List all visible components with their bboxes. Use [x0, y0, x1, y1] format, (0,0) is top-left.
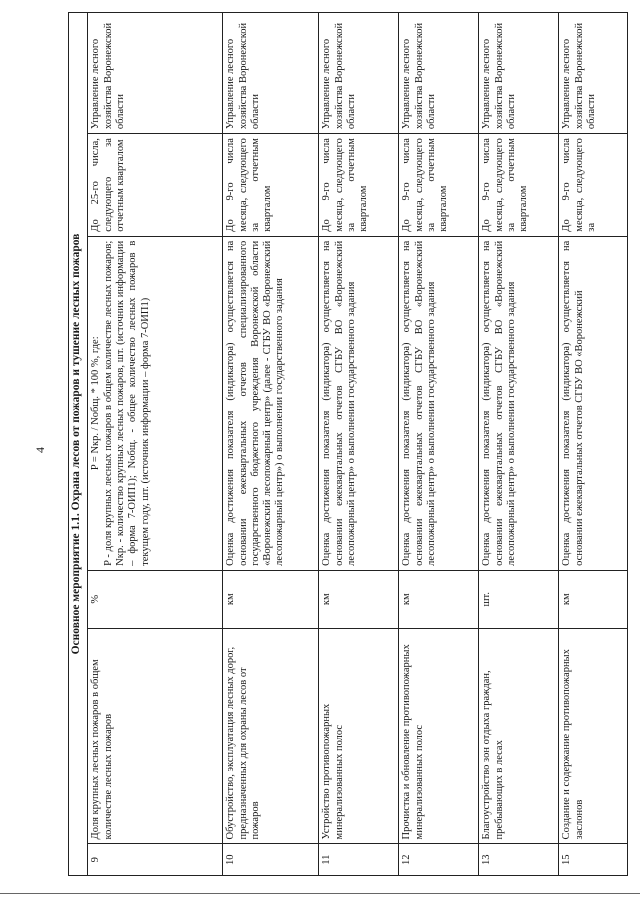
document-page — [68, 12, 628, 876]
responsible-body: Управление лесного хозяйства Воронежской области — [399, 13, 479, 134]
page-number: 4 — [33, 447, 47, 453]
responsible-body: Управление лесного хозяйства Воронежской области — [223, 13, 319, 134]
calculation-method: Оценка достижения показателя (индикатора) осуществляется на основании ежеквартальных отчетов СГБУ ВО «Воронежский лесопожарный центр» о выполнении государственного задания — [319, 236, 399, 570]
row-number: 9 — [88, 844, 223, 876]
table-row — [319, 13, 399, 876]
indicator-name: Создание и содержание противопожарных заслонов — [559, 628, 628, 844]
calculation-method — [88, 236, 223, 570]
table-row — [559, 13, 628, 876]
calculation-method: Оценка достижения показателя (индикатора) осуществляется на основании ежеквартальных отчетов специализированного государственного бюджетного учреждения Воронежской области «Воронежский лесопожарный центр» (далее - СГБУ ВО «Воронежский лесопожарный центр») о выполнении государственного задания — [223, 236, 319, 570]
reporting-deadline: До 9-го числа месяца, следующего за отчетным кварталом — [223, 134, 319, 237]
unit-of-measure: шт. — [479, 570, 559, 628]
table-row — [479, 13, 559, 876]
responsible-body: Управление лесного хозяйства Воронежской области — [559, 13, 628, 134]
calculation-method: Оценка достижения показателя (индикатора) осуществляется на основании ежеквартальных отчетов СГБУ ВО «Воронежский лесопожарный центр» о выполнении государственного задания — [399, 236, 479, 570]
indicator-name: Прочистка и обновление противопожарных минерализованных полос — [399, 628, 479, 844]
row-number: 12 — [399, 844, 479, 876]
indicator-name: Доля крупных лесных пожаров в общем количестве лесных пожаров — [88, 628, 223, 844]
indicators-table — [68, 12, 628, 876]
reporting-deadline: До 9-го числа месяца, следующего за отчетным кварталом — [399, 134, 479, 237]
unit-of-measure: км — [223, 570, 319, 628]
indicator-name: Устройство противопожарных минерализованных полос — [319, 628, 399, 844]
section-heading-row — [69, 13, 88, 876]
row-number: 15 — [559, 844, 628, 876]
section-heading: Основное мероприятие 1.1. Охрана лесов от пожаров и тушение лесных пожаров — [69, 13, 88, 876]
unit-of-measure: км — [399, 570, 479, 628]
unit-of-measure: км — [559, 570, 628, 628]
row-number: 13 — [479, 844, 559, 876]
unit-of-measure: % — [88, 570, 223, 628]
reporting-deadline: До 9-го числа месяца, следующего за отчетным кварталом — [479, 134, 559, 237]
table-row — [88, 13, 223, 876]
indicator-name: Обустройство, эксплуатация лесных дорог, предназначенных для охраны лесов от пожаров — [223, 628, 319, 844]
reporting-deadline: До 25-го числа, следующего за отчетным кварталом — [88, 134, 223, 237]
responsible-body: Управление лесного хозяйства Воронежской области — [479, 13, 559, 134]
formula: P = Nкр. / Nобщ. * 100 %, где: — [90, 336, 102, 471]
formula-explanation: P - доля крупных лесных пожаров в общем количестве лесных пожаров; Nкр. - количество крупных лесных пожаров, шт. (источник информации – форма 7-ОИП1); Nобщ. - общее количество лесных пожаров в текущем году, шт. (источник информации – форма 7-ОИП1) — [102, 240, 151, 566]
responsible-body: Управление лесного хозяйства Воронежской области — [88, 13, 223, 134]
row-number: 11 — [319, 844, 399, 876]
indicator-name: Благоустройство зон отдыха граждан, пребывающих в лесах — [479, 628, 559, 844]
reporting-deadline: До 9-го числа месяца, следующего за отчетным кварталом — [319, 134, 399, 237]
row-number: 10 — [223, 844, 319, 876]
responsible-body: Управление лесного хозяйства Воронежской области — [319, 13, 399, 134]
table-row — [399, 13, 479, 876]
table-row — [223, 13, 319, 876]
page-footer-rule — [0, 893, 640, 894]
unit-of-measure: км — [319, 570, 399, 628]
reporting-deadline: До 9-го числа месяца, следующего за — [559, 134, 628, 237]
calculation-method: Оценка достижения показателя (индикатора) осуществляется на основании ежеквартальных отчетов СГБУ ВО «Воронежский лесопожарный центр» о выполнении государственного задания — [479, 236, 559, 570]
calculation-method: Оценка достижения показателя (индикатора) осуществляется на основании ежеквартальных отчетов СГБУ ВО «Воронежский — [559, 236, 628, 570]
